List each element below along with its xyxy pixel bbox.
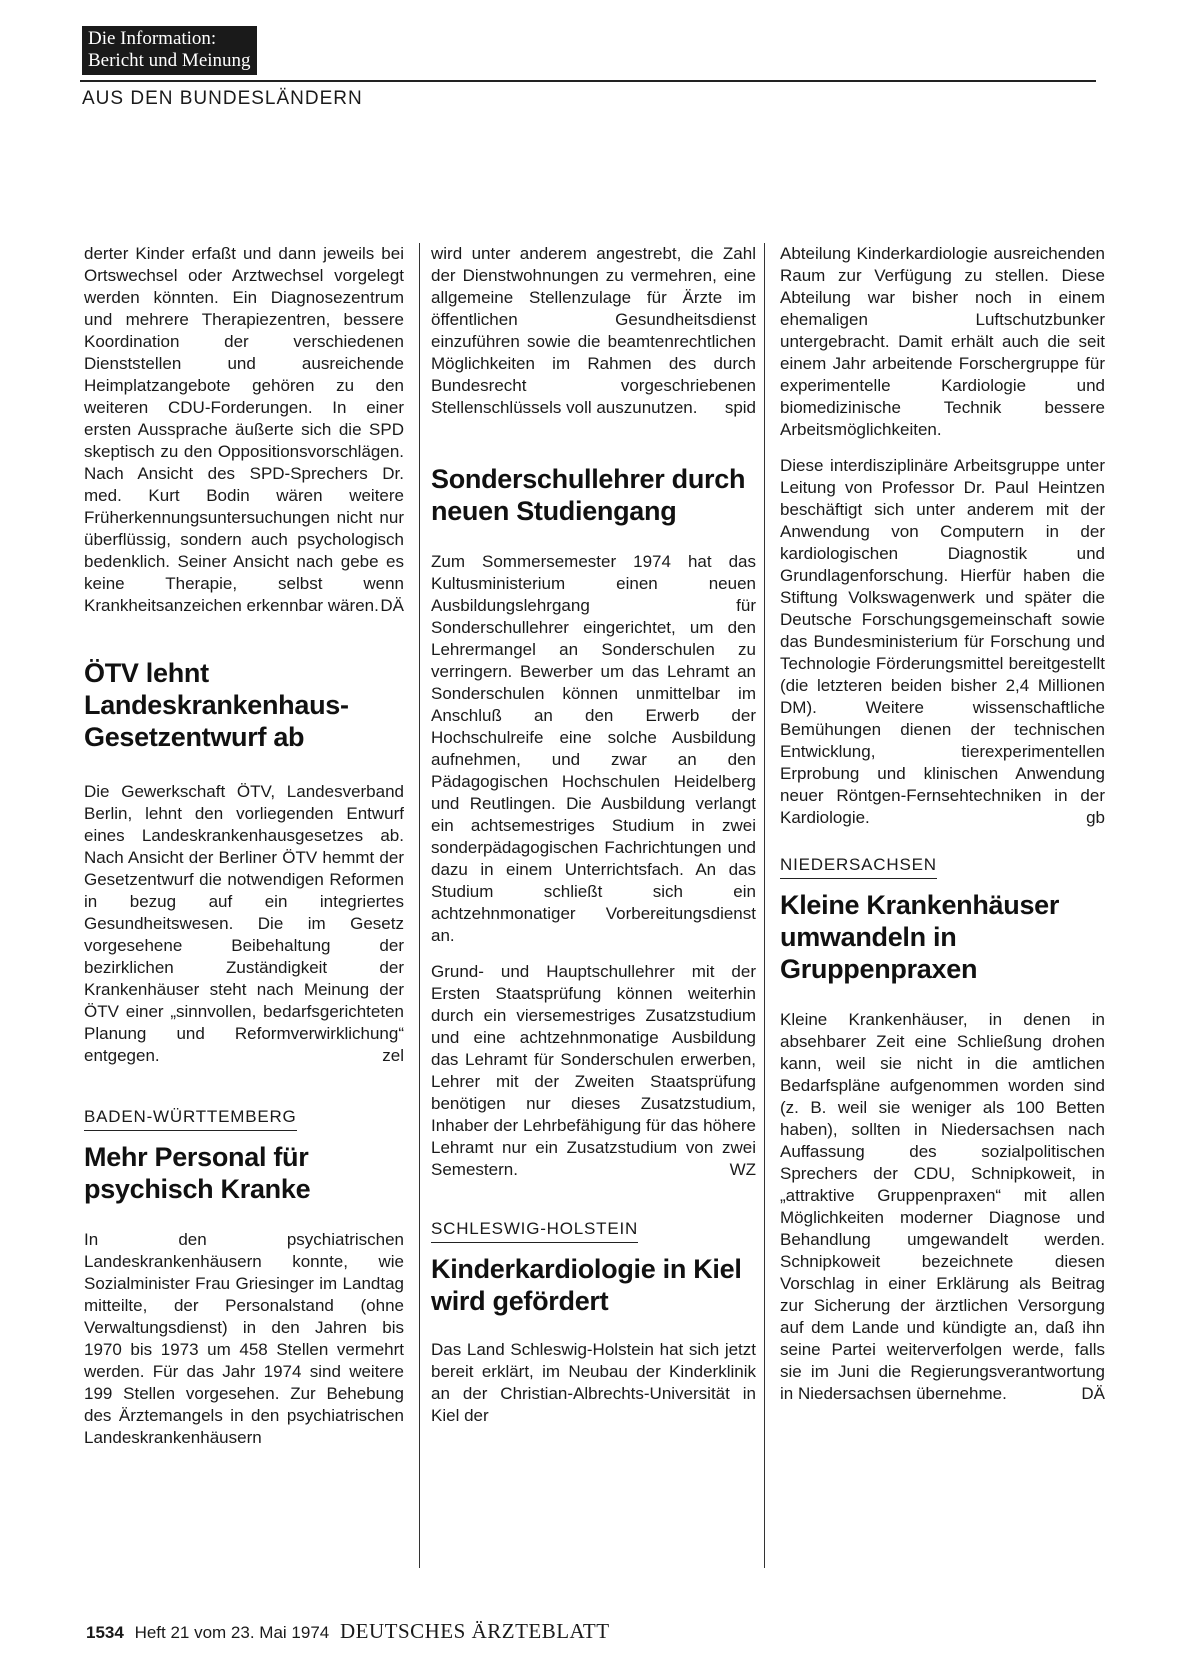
article-text: wird unter anderem angestrebt, die Zahl der Dienstwohnungen zu vermehren, eine allgemeine Stellenzulage für Ärzte im öffentlichen Gesundheitsdienst einzuführen sowie die beamtenrechtlichen Möglichkeiten im Rahmen des durch Bundesrecht vorgeschriebenen Stellenschlüssels voll auszunutzen. [431,244,756,417]
article-sonderschullehrer-2 [431,961,756,1181]
header-rule [80,80,1096,82]
article-personal [84,1229,404,1449]
author-sign: gb [1086,808,1105,827]
headline-personal: Mehr Personal für psychisch Kranke [84,1142,311,1204]
headline-otv: ÖTV lehnt Landeskrankenhaus-Gesetzentwurf ab [84,658,349,752]
headline-krankenhaeuser: Kleine Krankenhäuser umwandeln in Gruppenpraxen [780,890,1060,984]
article-text: Zum Sommersemester 1974 hat das Kultusministerium einen neuen Ausbildungslehrgang für Sonderschullehrer eingerichtet, um den Lehrermangel an Sonderschulen zu verringern. Bewerber um das Lehramt an Sonderschulen können unmittelbar im Anschluß an den Erwerb der Hochschulreife eine solche Ausbildung aufnehmen, und zwar an den Pädagogischen Hochschulen Heidelberg und Reutlingen. Die Ausbildung verlangt ein achtsemestriges Studium in zwei sonderpädagogischen Fachrichtungen und dazu in einem Unterrichtsfach. An das Studium schließt sich ein achtzehnmonatiger Vorbereitungsdienst an. [431,552,756,945]
column-rule-1 [419,243,420,1568]
article-text: Die Gewerkschaft ÖTV, Landesverband Berlin, lehnt den vorliegenden Entwurf eines Landeskrankenhausgesetzes ab. Nach Ansicht der Berliner ÖTV hemmt der Gesetzentwurf die notwendigen Reformen in bezug auf ein integriertes Gesundheitswesen. Die im Gesetz vorgesehene Beibehaltung der bezirklichen Zuständigkeit der Krankenhäuser steht nach Meinung der ÖTV einer „sinnvollen, bedarfsgerichteten Planung und Reformverwirklichung“ entgegen. [84,782,404,1065]
author-sign: DÄ [1081,1384,1105,1403]
headline-kinderkardiologie: Kinderkardiologie in Kiel wird gefördert [431,1254,742,1316]
headline-sonderschullehrer: Sonderschullehrer durch neuen Studiengang [431,464,746,526]
article-text: Diese interdisziplinäre Arbeitsgruppe unter Leitung von Professor Dr. Paul Heintzen beschäftigt sich unter anderem mit der Anwendung von Computern in der kardiologischen Diagnostik und Grundlagenforschung. Hierfür haben die Stiftung Volkswagenwerk und später die Deutsche Forschungsgemeinschaft sowie das Bundesministerium für Forschung und Technologie Förderungsmittel bereitgestellt (die letzteren beiden bisher 2,4 Millionen DM). Weitere wissenschaftliche Bemühungen dienen der technischen Entwicklung, tierexperimentellen Erprobung und klinischen Anwendung neuer Röntgen-Fernsehtechniken in der Kardiologie. [780,456,1105,827]
rubric-line-1: Die Information: [88,28,217,49]
region-label-niedersachsen: NIEDERSACHSEN [780,855,937,879]
column-1 [84,243,404,1573]
article-text: derter Kinder erfaßt und dann jeweils bei Ortswechsel oder Arztwechsel vorgelegt werden könnten. Ein Diagnosezentrum und mehrere Therapiezentren, bessere Koordination der verschiedenen Dienststellen und ausreichende Heimplatzangebote gehören zu den weiteren CDU-Forderungen. In einer ersten Aussprache äußerte sich die SPD skeptisch zu den Oppositionsvorschlägen. Nach Ansicht des SPD-Sprechers Dr. med. Kurt Bodin wären weitere Früherkennungsuntersuchungen nicht nur überflüssig, sondern auch psychologisch bedenklich. Seiner Ansicht nach gebe es keine Therapie, selbst wenn Krankheitsanzeichen erkennbar wären. [84,244,404,615]
article-otv [84,781,404,1067]
article-sonderschullehrer-1 [431,551,756,947]
region-label-baden-wuerttemberg: BADEN-WÜRTTEMBERG [84,1107,297,1131]
region-label-schleswig-holstein: SCHLESWIG-HOLSTEIN [431,1219,638,1243]
column-3 [780,243,1105,1573]
article-continuation-kardiologie-1 [780,243,1105,441]
article-krankenhaeuser [780,1009,1105,1405]
author-sign: spid [724,398,756,417]
article-continuation-kardiologie-2 [780,455,1105,829]
column-2 [431,243,756,1573]
author-sign: zel [382,1046,404,1065]
article-text: Kleine Krankenhäuser, in denen in absehbarer Zeit eine Schließung drohen kann, weil sie nicht in die amtlichen Bedarfspläne aufgenommen worden sind (z. B. weil sie weniger als 100 Betten haben), sollten in Niedersachsen nach Auffassung des sozialpolitischen Sprechers der CDU, Schnipkoweit, in „attraktive Gruppenpraxen“ mit allen Möglichkeiten moderner Diagnose und Behandlung umgewandelt werden. Schnipkoweit bezeichnete diesen Vorschlag in einer Erklärung als Beitrag zur Sicherung der ärztlichen Versorgung auf dem Lande und kündigte an, daß ihn seine Partei weiterverfolgen werde, falls sie im Juni die Regierungsverantwortung in Niedersachsen übernehme. [780,1010,1105,1403]
article-text: In den psychiatrischen Landeskrankenhäusern konnte, wie Sozialminister Frau Griesinger im Landtag mitteilte, der Personalstand (ohne Verwaltungsdienst) in den Jahren bis 1970 bis 1973 um 458 Stellen vermehrt werden. Für das Jahr 1974 sind weitere 199 Stellen vorgesehen. Zur Behebung des Ärztemangels in den psychiatrischen Landeskrankenhäusern [84,1230,404,1447]
article-text: Grund- und Hauptschullehrer mit der Ersten Staatsprüfung können weiterhin durch ein viersemestriges Zusatzstudium und eine achtzehnmonatige Ausbildung das Lehramt für Sonderschulen erwerben, Lehrer mit der Zweiten Staatsprüfung benötigen nur dieses Zusatzstudium, Inhaber der Lehrbefähigung für das höhere Lehramt nur ein Zusatzstudium von zwei Semestern. [431,962,756,1179]
magazine-title: DEUTSCHES ÄRZTEBLATT [339,1619,610,1643]
rubric-label [82,26,257,75]
author-sign: DÄ [380,596,404,615]
section-title: AUS DEN BUNDESLÄNDERN [82,88,363,109]
article-text: Abteilung Kinderkardiologie ausreichenden Raum zur Verfügung zu stellen. Diese Abteilung war bisher noch in einem ehemaligen Luftschutzbunker untergebracht. Damit erhält auch die seit einem Jahr arbeitende Forschergruppe für experimentelle Kardiologie und biomedizinische Technik bessere Arbeitsmöglichkeiten. [780,244,1105,439]
article-kinderkardiologie [431,1339,756,1427]
article-continuation-cdu [84,243,404,617]
issue-info: Heft 21 vom 23. Mai 1974 [134,1623,330,1642]
column-rule-2 [764,243,765,1568]
rubric-line-2: Bericht und Meinung [88,50,251,71]
article-continuation-psychiatrie [431,243,756,419]
author-sign: WZ [729,1160,756,1179]
page-footer [86,1619,610,1644]
page-number: 1534 [86,1623,124,1642]
article-text: Das Land Schleswig-Holstein hat sich jetzt bereit erklärt, im Neubau der Kinderklinik an der Christian-Albrechts-Universität in Kiel der [431,1340,756,1425]
